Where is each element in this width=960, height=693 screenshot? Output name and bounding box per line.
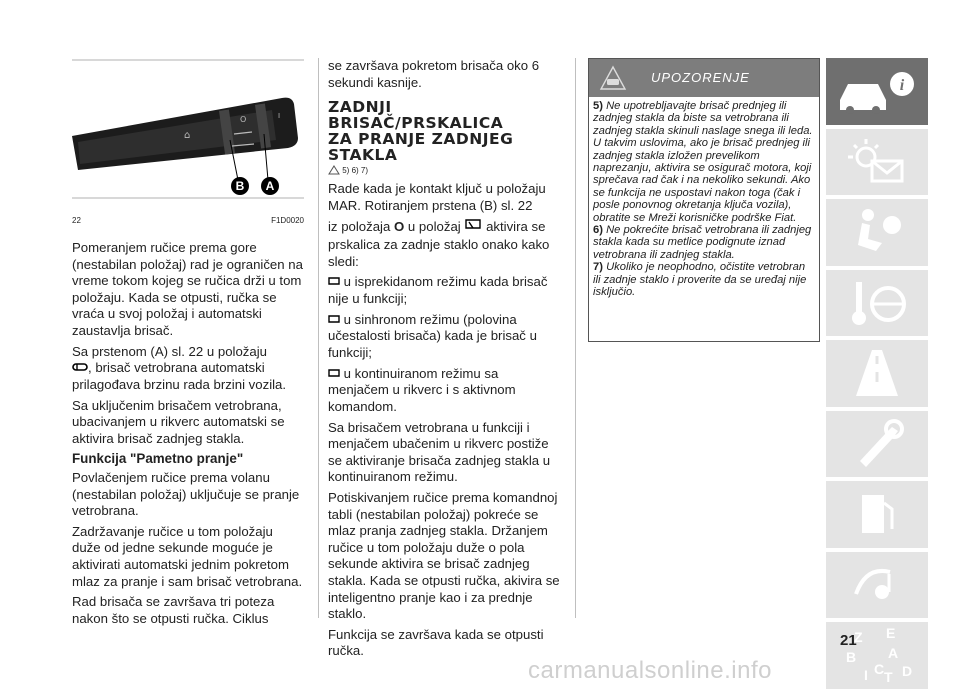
- warning-references: 5) 6) 7): [328, 165, 560, 177]
- tile-warning-lights[interactable]: [826, 129, 928, 196]
- column-divider: [318, 58, 319, 618]
- watermark: carmanualsonline.info: [528, 657, 772, 684]
- index-letter: D: [902, 663, 913, 679]
- rear-wiper-icon: [464, 218, 482, 237]
- tile-wrench[interactable]: [826, 411, 928, 478]
- warning-item: 5) Ne upotrebljavajte brisač prednjeg ili zadnjeg stakla da biste sa vetrobrana ili zadnjeg stakla skinuli naslage snega ili leda. U takvim uslovima, ako je brisač prednjeg ili zadnjeg stakla izložen prevelikom naprezanju, aktivira se osigurač motora, koji sprečava rad čak i na nekoliko sekundi. Ako se funkcija ne uspostavi nakon toga (čak i posle ponovnog okretanja ključa vozila), obratite se Mreži korisničke podrške Fiat.: [593, 100, 813, 224]
- warning-lights-icon: [826, 129, 928, 195]
- warning-item: 6) Ne pokrećite brisač vetrobrana ili zadnjeg stakla kada su metlice podignute iznad vetrobrana ili zadnjeg stakla.: [593, 224, 812, 261]
- warning-title: UPOZORENJE: [651, 70, 750, 85]
- warning-body: [589, 97, 819, 299]
- svg-text:i: i: [899, 77, 905, 94]
- warning-header: [589, 59, 819, 97]
- multimedia-icon: [826, 552, 928, 618]
- index-letter: I: [864, 667, 868, 683]
- paragraph: Povlačenjem ručice prema volanu (nestabilan položaj) uključuje se pranje vetrobrana.: [72, 469, 300, 519]
- figure-caption: [72, 216, 304, 225]
- index-letter: E: [886, 625, 896, 641]
- wiper-stalk-illustration: [72, 58, 304, 208]
- stalk-figure: [72, 58, 304, 208]
- wrench-icon: [826, 411, 928, 477]
- section-heading: Funkcija "Pametno pranje": [72, 451, 244, 467]
- rear-window-icon: [328, 366, 340, 383]
- warning-box: [588, 58, 820, 342]
- index-letter: T: [884, 669, 893, 685]
- svg-text:O: O: [240, 115, 247, 124]
- tile-car-info[interactable]: [826, 58, 928, 125]
- svg-text:⌂: ⌂: [184, 130, 191, 141]
- figure-code: F1D0020: [271, 216, 304, 225]
- fuel-pump-icon: [826, 481, 928, 547]
- tile-multimedia[interactable]: [826, 552, 928, 619]
- callout-b-label: B: [235, 179, 245, 193]
- paragraph: Sa prstenom (A) sl. 22 u položaju , brisač vetrobrana automatski prilagođava brzinu rada brzini vozila.: [72, 343, 287, 392]
- paragraph: Potiskivanjem ručice prema komandnoj tabli (nestabilan položaj) pokreće se mlaz pranja zadnjeg stakla. Držanjem ručice u tom položaju duže o pola sekunde aktivira se brisač zadnjeg stakla. Kada se otpusti ručka, akivira se inteligentno pranje kao i za prednje staklo.: [328, 489, 560, 622]
- warning-item: 7) Ukoliko je neophodno, očistite vetrobran ili zadnje staklo i proverite da se uređaj nije isključio.: [593, 261, 807, 299]
- paragraph: se završava pokretom brisača oko 6 sekundi kasnije.: [328, 58, 540, 90]
- paragraph: Rad brisača se završava tri poteza nakon što se otpusti ručka. Ciklus: [72, 594, 275, 626]
- callout-a-label: A: [265, 179, 275, 193]
- tile-key-steering[interactable]: [826, 270, 928, 337]
- page-number: 21: [840, 632, 857, 649]
- paragraph: Pomeranjem ručice prema gore (nestabilan položaj) rad je ograničen na vreme tokom kojeg se ručica drži u tom položaju. Kada se otpusti, ručka se vraća u svoj položaj i automatski zaustavlja brisač.: [72, 240, 303, 338]
- index-letter: B: [846, 649, 857, 665]
- car-info-icon: [826, 58, 928, 124]
- key-steering-icon: [826, 270, 928, 336]
- list-item: u sinhronom režimu (polovina učestalosti brisača) kada je brisač u funkciji;: [328, 311, 537, 360]
- section-heading: ZADNJI BRISAČ/PRSKALICA ZA PRANJE ZADNJEG STAKLA: [328, 98, 514, 165]
- tile-fuel-pump[interactable]: [826, 481, 928, 548]
- list-item: u isprekidanom režimu kada brisač nije u funkciji;: [328, 274, 548, 306]
- tile-airbag-seat[interactable]: [826, 199, 928, 266]
- chapter-sidebar: [826, 58, 928, 693]
- index-letter: A: [888, 645, 899, 661]
- index-letter: C: [874, 661, 885, 677]
- list-item: u kontinuiranom režimu sa menjačem u rikverc i s aktivnom komandom.: [328, 365, 516, 414]
- auto-wiper-icon: [72, 360, 88, 377]
- svg-text:I: I: [278, 112, 281, 120]
- paragraph: Rade kada je kontakt ključ u položaju MAR. Rotiranjem prstena (B) sl. 22: [328, 181, 546, 213]
- warning-car-icon: [599, 65, 627, 96]
- road-icon: [826, 340, 928, 406]
- paragraph: iz položaja O u položaj aktivira se prskalica za zadnje staklo onako kako sledi:: [328, 219, 550, 269]
- column-divider: [575, 58, 576, 618]
- index-letter: Z: [854, 629, 863, 645]
- text-column-2: [328, 58, 560, 664]
- warning-triangle-icon: [328, 165, 340, 177]
- paragraph: Sa brisačem vetrobrana u funkciji i menjačem ubačenim u rikverc postiže se aktiviranje brisača zadnjeg stakla u kontinuiranom režimu.: [328, 419, 551, 485]
- tile-road[interactable]: [826, 340, 928, 407]
- rear-window-icon: [328, 312, 340, 329]
- airbag-seat-icon: [826, 199, 928, 265]
- rear-window-icon: [328, 274, 340, 291]
- text-column-1: [72, 240, 304, 631]
- paragraph: Funkcija se završava kada se otpusti ručka.: [328, 626, 544, 659]
- paragraph: Zadržavanje ručice u tom položaju duže od jedne sekunde moguće je aktivirati automatski jednim pokretom mlaz za pranje i sam brisač vetrobrana.: [72, 523, 303, 589]
- paragraph: Sa uključenim brisačem vetrobrana, ubacivanjem u rikverc automatski se aktivira brisač zadnjeg stakla.: [72, 397, 285, 446]
- figure-number: 22: [72, 216, 81, 225]
